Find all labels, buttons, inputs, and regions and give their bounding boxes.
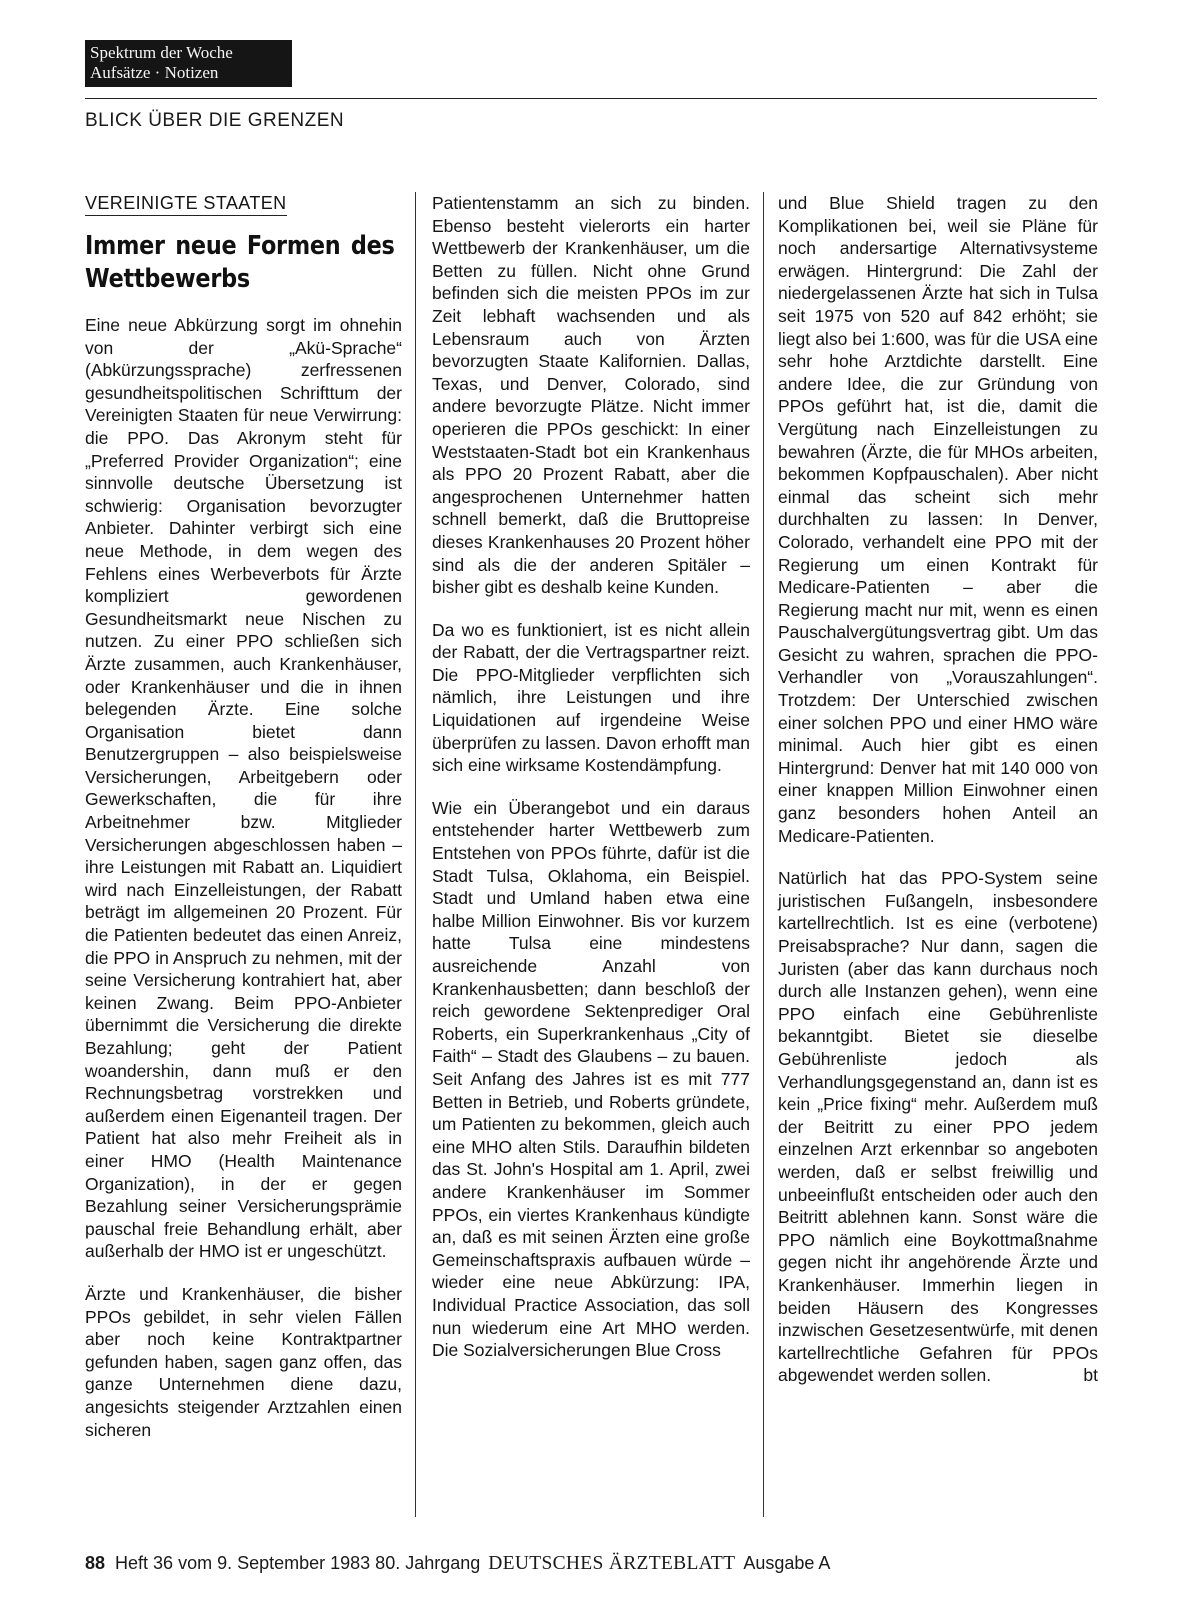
column-1 xyxy=(85,192,402,1441)
article-paragraph xyxy=(778,192,1098,847)
journal-name: DEUTSCHES ÄRZTEBLATT xyxy=(488,1553,736,1574)
author-signoff: bt xyxy=(1083,1365,1098,1386)
header-rule xyxy=(85,98,1097,99)
article-paragraph-text: Natürlich hat das PPO-System seine juristischen Fußangeln, insbesondere kartellrechtlich. Ist es eine (verbotene) Preisabsprache? Nur dann, sagen die Juristen (aber das kann durchaus noch durch alle Instanzen gehen), wenn eine PPO einfach eine Gebührenliste bekanntgibt. Bietet sie dieselbe Gebührenliste jedoch als Verhandlungsgegenstand an, dann ist es kein „Price fixing“ mehr. Außerdem muß der Beitritt zu einer PPO jedem einzelnen Arzt erkennbar so angeboten werden, daß er selbst freiwillig und unbeeinflußt entscheiden oder auch den Beitritt ablehnen kann. Sonst wäre die PPO nämlich eine Boykottmaßnahme gegen nicht ihr angehörende Ärzte und Krankenhäuser. Immerhin liegen in beiden Häusern des Kongresses inzwischen Gesetzesentwürfe, mit denen kartellrechtliche Gefahren für PPOs abgewendet werden sollen. xyxy=(778,868,1098,1386)
column-divider xyxy=(415,192,416,1517)
article-headline: Immer neue Formen des Wettbewerbs xyxy=(85,231,395,294)
column-divider xyxy=(763,192,764,1517)
article-paragraph xyxy=(432,797,750,1362)
edition: Ausgabe A xyxy=(743,1553,831,1573)
section-title: BLICK ÜBER DIE GRENZEN xyxy=(85,110,345,131)
article-paragraph: Eine neue Abkürzung sorgt im ohnehin von der „Akü-Sprache“ (Abkürzungssprache) zerfressenen gesundheitspolitischen Schrifttum der Vereinigten Staaten für neue Verwirrung: die PPO. Das Akronym steht für „Preferred Provider Organization“; eine sinnvolle deutsche Übersetzung ist schwierig: Organisation bevorzugter Anbieter. Dahinter verbirgt sich eine neue Methode, in dem wegen des Fehlens eines Werbeverbots für Ärzte kompliziert gewordenen Gesundheitsmarkt neue Nischen zu nutzen. Zu einer PPO schließen sich Ärzte zusammen, auch Krankenhäuser, oder Krankenhäuser und die in ihnen belegenden Ärzte. Eine solche Organisation bietet dann Benutzergruppen – also beispielsweise Versicherungen, Arbeitgebern oder Gewerkschaften, die für ihre Arbeitnehmer bzw. Mitglieder Versicherungen abgeschlossen haben – ihre Leistungen mit Rabatt an. Liquidiert wird nach Einzelleistungen, der Rabatt beträgt im allgemeinen 20 Prozent. Für die Patienten bedeutet das einen Anreiz, die PPO in Anspruch zu nehmen, mit der seine Versicherung kontrahiert hat, aber keinen Zwang. Beim PPO-Anbieter übernimmt die Versicherung die direkte Bezahlung; geht der Patient woandershin, dann muß er den Rechnungsbetrag vorstrekken und außerdem einen Eigenanteil tragen. Der Patient hat also mehr Freiheit als in einer HMO (Health Maintenance Organization), in der er gegen Bezahlung seiner Versicherungsprämie pauschal freie Behandlung erhält, aber außerhalb der HMO ist er ungeschützt. xyxy=(85,315,402,1262)
column-3 xyxy=(778,192,1098,1387)
masthead xyxy=(85,40,292,87)
article-paragraph xyxy=(85,1283,402,1441)
issue-info: Heft 36 vom 9. September 1983 80. Jahrgang xyxy=(115,1553,481,1573)
article-paragraph: Da wo es funktioniert, ist es nicht allein der Rabatt, der die Vertragspartner reizt. Die PPO-Mitglieder verpflichten sich nämlich, ihre Leistungen und ihre Liquidationen auf irgendeine Weise überprüfen zu lassen. Davon erhofft man sich eine wirksame Kostendämpfung. xyxy=(432,619,750,776)
page-number: 88 xyxy=(85,1553,106,1573)
article-paragraph xyxy=(432,192,750,599)
masthead-line-1: Spektrum der Woche xyxy=(90,43,233,62)
paragraph-fragment: und Blue Shield tragen zu den Komplikationen bei, weil sie Pläne für noch andersartige Alternativsysteme erwägen. Hintergrund: Die Zahl der niedergelassenen Ärzte hat sich in Tulsa seit 1975 von 520 auf 842 erhöht; sie liegt also bei 1:600, was für die USA eine sehr hohe Arztdichte darstellt. Eine andere Idee, die zur Gründung von PPOs geführt hat, ist die, damit die Vergütung nach Einzelleistungen zu bewahren (Ärzte, die für MHOs arbeiten, bekommen Kopfpauschalen). Aber nicht einmal das scheint sich mehr durchhalten zu lassen: In Denver, Colorado, verhandelt eine PPO mit der Regierung um einen Kontrakt für Medicare-Patienten – aber die Regierung macht nur mit, wenn es einen Pauschalvergütungsvertrag gibt. Um das Gesicht zu wahren, sprachen die PPO-Verhandler von „Vorauszahlungen“. Trotzdem: Der Unterschied zwischen einer solchen PPO und einer HMO wäre minimal. Auch hier gibt es einen Hintergrund: Denver hat mit 140 000 von einer knappen Million Einwohner einen ganz besonders hohen Anteil an Medicare-Patienten. xyxy=(778,193,1098,846)
paragraph-fragment: Ärzte und Krankenhäuser, die bisher PPOs gebildet, in sehr vielen Fällen aber noch keine Kontraktpartner gefunden haben, sagen ganz offen, das ganze Unternehmen diene dazu, angesichts steigender Arztzahlen einen sicheren xyxy=(85,1283,402,1440)
paragraph-fragment: Wie ein Überangebot und ein daraus entstehender harter Wettbewerb zum Entstehen von PPOs führte, dafür ist die Stadt Tulsa, Oklahoma, ein Beispiel. Stadt und Umland haben etwa eine halbe Million Einwohner. Bis vor kurzem hatte Tulsa eine mindestens ausreichende Anzahl von Krankenhausbetten; dann beschloß der reich gewordene Sektenprediger Oral Roberts, ein Superkrankenhaus „City of Faith“ – Stadt des Glaubens – zu bauen. Seit Anfang des Jahres ist es mit 777 Betten in Betrieb, und Roberts gründete, um Patienten zu bekommen, gleich auch eine MHO alten Stils. Daraufhin bildeten das St. John's Hospital am 1. April, zwei andere Krankenhäuser im Sommer PPOs, ein viertes Krankenhaus kündigte an, daß es mit seinen Ärzten eine große Gemeinschaftspraxis aufbauen würde – wieder eine neue Abkürzung: IPA, Individual Practice Association, das soll nun wiederum eine Art MHO werden. Die Sozialversicherungen Blue Cross xyxy=(432,797,750,1361)
page-footer xyxy=(85,1553,830,1575)
column-2 xyxy=(432,192,750,1362)
paragraph-fragment: Patientenstamm an sich zu binden. Ebenso besteht vielerorts ein harter Wettbewerb der Krankenhäuser, um die Betten zu füllen. Nicht ohne Grund befinden sich die meisten PPOs im zur Zeit lebhaft wachsenden und als Lebensraum auch von Ärzten bevorzugten Staate Kalifornien. Dallas, Texas, und Denver, Colorado, sind andere bevorzugte Plätze. Nicht immer operieren die PPOs geschickt: In einer Weststaaten-Stadt bot ein Krankenhaus als PPO 20 Prozent Rabatt, aber die angesprochenen Unternehmer hatten schnell bemerkt, daß die Bruttopreise dieses Krankenhauses 20 Prozent höher sind als die der anderen Spitäler – bisher gibt es deshalb keine Kunden. xyxy=(432,193,750,598)
article-kicker: VEREINIGTE STAATEN xyxy=(85,192,287,216)
article-paragraph xyxy=(778,867,1098,1387)
masthead-line-2: Aufsätze · Notizen xyxy=(90,63,219,82)
